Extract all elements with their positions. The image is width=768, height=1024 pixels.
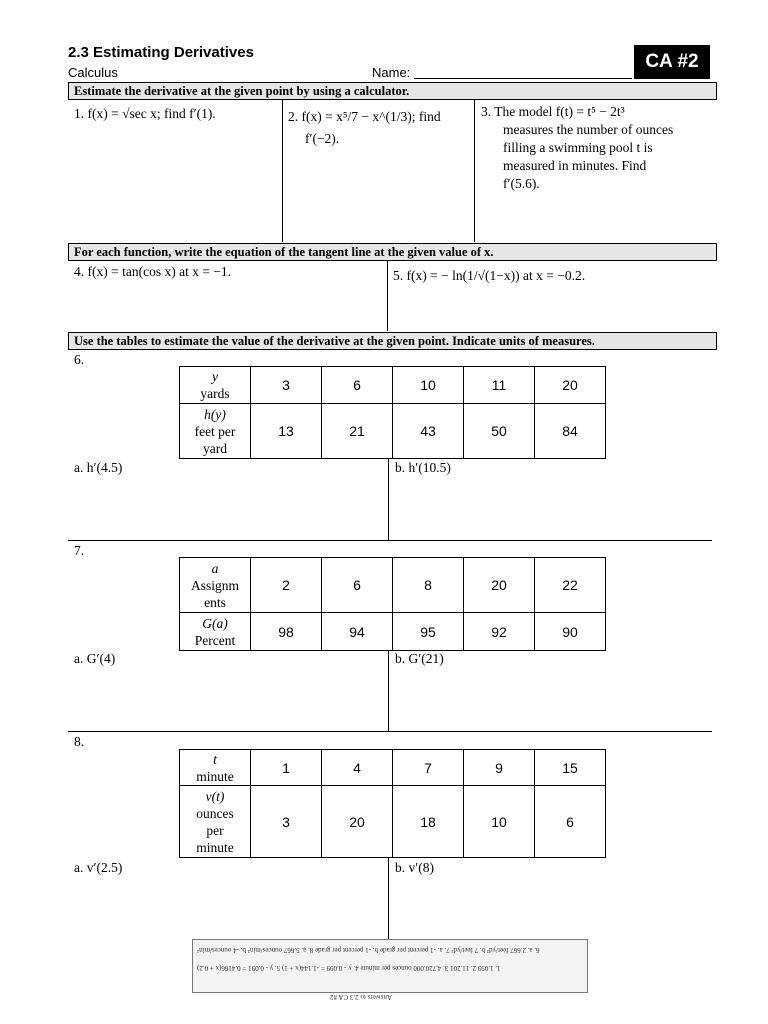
row-header: v(t) ounces per minute bbox=[180, 786, 251, 858]
table-cell: 20 bbox=[464, 558, 535, 613]
divider bbox=[388, 459, 389, 541]
answer-key-line1: 1. 1.059 2. 11.201 3. 4,720.000 ounces per minute 4. y - 0.099 = -1.144(x + 1) 5. y - 0.091 = 0.4166(x + 0.2) bbox=[197, 964, 501, 972]
table-cell: 6 bbox=[535, 786, 606, 858]
table-cell: 90 bbox=[535, 613, 606, 651]
table-cell: 2 bbox=[251, 558, 322, 613]
table-cell: 20 bbox=[322, 786, 393, 858]
problem-8a: a. v′(2.5) bbox=[74, 860, 123, 875]
table-cell: 6 bbox=[322, 367, 393, 404]
problem-7a: a. G′(4) bbox=[74, 651, 116, 666]
course-label: Calculus bbox=[68, 65, 118, 80]
problem-3-line3: filling a swimming pool t is bbox=[503, 140, 653, 155]
section1-instructions: Estimate the derivative at the given point by using a calculator. bbox=[68, 82, 717, 100]
table-cell: 22 bbox=[535, 558, 606, 613]
table-cell: 1 bbox=[251, 750, 322, 786]
table-cell: 9 bbox=[464, 750, 535, 786]
problem-6a: a. h′(4.5) bbox=[74, 460, 123, 475]
table-cell: 21 bbox=[322, 404, 393, 459]
answer-key-title: Answers to 2.3 CA #2 bbox=[330, 993, 393, 1001]
table-cell: 84 bbox=[535, 404, 606, 459]
table-cell: 94 bbox=[322, 613, 393, 651]
problem-7-number: 7. bbox=[74, 543, 85, 558]
row-header: t minute bbox=[180, 750, 251, 786]
table-cell: 20 bbox=[535, 367, 606, 404]
divider bbox=[388, 650, 389, 732]
problem-5: 5. f(x) = − ln(1/√(1−x)) at x = −0.2. bbox=[393, 268, 586, 283]
table-cell: 95 bbox=[393, 613, 464, 651]
row-header: a Assignm ents bbox=[180, 558, 251, 613]
divider bbox=[68, 540, 712, 541]
problem-7-table bbox=[179, 557, 606, 651]
problem-2-line1: 2. f(x) = x⁵/7 − x^(1/3); find bbox=[288, 109, 441, 124]
problem-3-line4: measured in minutes. Find bbox=[503, 158, 647, 173]
problem-6b: b. h′(10.5) bbox=[395, 460, 451, 475]
section2-instructions: For each function, write the equation of the tangent line at the given value of x. bbox=[68, 243, 717, 261]
table-cell: 7 bbox=[393, 750, 464, 786]
problem-7b: b. G′(21) bbox=[395, 651, 444, 666]
problem-8b: b. v′(8) bbox=[395, 860, 434, 875]
table-cell: 10 bbox=[393, 367, 464, 404]
table-cell: 43 bbox=[393, 404, 464, 459]
divider bbox=[388, 858, 389, 940]
divider bbox=[282, 100, 283, 242]
section3-instructions: Use the tables to estimate the value of the derivative at the given point. Indicate units of measures. bbox=[68, 332, 717, 350]
problem-3-line2: measures the number of ounces bbox=[503, 122, 674, 137]
answer-key bbox=[192, 939, 588, 993]
table-cell: 98 bbox=[251, 613, 322, 651]
problem-3-line5: f′(5.6). bbox=[503, 176, 540, 191]
divider bbox=[474, 100, 475, 242]
page-title: 2.3 Estimating Derivatives bbox=[68, 44, 254, 61]
row-header: h(y) feet per yard bbox=[180, 404, 251, 459]
problem-8-table bbox=[179, 749, 606, 858]
problem-3-line1: 3. The model f(t) = t⁵ − 2t³ bbox=[481, 104, 625, 119]
divider bbox=[68, 731, 712, 732]
table-cell: 50 bbox=[464, 404, 535, 459]
table-cell: 10 bbox=[464, 786, 535, 858]
divider bbox=[387, 261, 388, 331]
problem-8-number: 8. bbox=[74, 734, 85, 749]
row-header: G(a) Percent bbox=[180, 613, 251, 651]
name-label: Name: bbox=[372, 65, 411, 80]
table-cell: 11 bbox=[464, 367, 535, 404]
row-header: y yards bbox=[180, 367, 251, 404]
answer-key-line2: 6. a. 2.667 feet/yd² b. 7 feet/yd² 7. a. -1 percent per grade b. -1 percent per grade 8. a. 5.667 ounces/min² b. -4 ounces/min² bbox=[197, 946, 540, 954]
table-cell: 8 bbox=[393, 558, 464, 613]
problem-6-number: 6. bbox=[74, 352, 85, 367]
table-cell: 4 bbox=[322, 750, 393, 786]
table-cell: 92 bbox=[464, 613, 535, 651]
table-cell: 18 bbox=[393, 786, 464, 858]
table-cell: 15 bbox=[535, 750, 606, 786]
table-cell: 6 bbox=[322, 558, 393, 613]
ca-badge: CA #2 bbox=[634, 45, 710, 79]
problem-1: 1. f(x) = √sec x; find f′(1). bbox=[74, 106, 216, 121]
table-cell: 3 bbox=[251, 786, 322, 858]
table-cell: 3 bbox=[251, 367, 322, 404]
problem-4: 4. f(x) = tan(cos x) at x = −1. bbox=[74, 264, 232, 279]
problem-2-line2: f′(−2). bbox=[305, 131, 340, 146]
table-cell: 13 bbox=[251, 404, 322, 459]
name-line[interactable] bbox=[414, 78, 632, 79]
problem-6-table bbox=[179, 366, 606, 459]
